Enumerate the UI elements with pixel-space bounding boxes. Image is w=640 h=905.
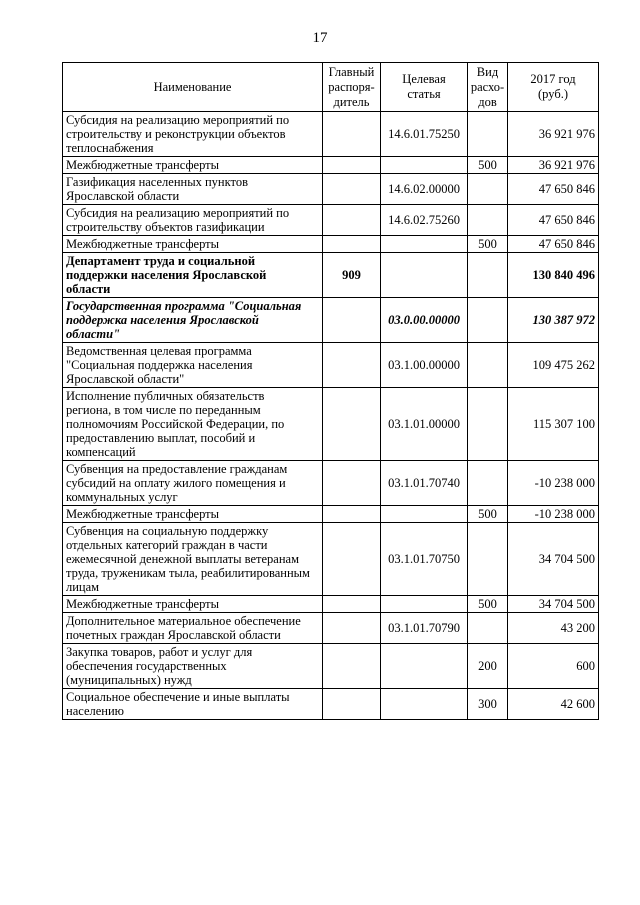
cell-code: 03.1.01.00000 [381, 388, 468, 461]
cell-type: 500 [468, 157, 508, 174]
cell-type [468, 613, 508, 644]
cell-admin [323, 157, 381, 174]
page-number: 17 [312, 30, 328, 46]
cell-type [468, 253, 508, 298]
cell-name [63, 174, 323, 205]
table-row [63, 298, 599, 343]
cell-name-line: труда, труженикам тыла, реабилитированным [66, 566, 310, 580]
header-sum-line: (руб.) [538, 87, 568, 101]
cell-sum: 130 840 496 [508, 253, 599, 298]
cell-name-line: Ярославской области [66, 189, 180, 203]
cell-name-line: области [66, 282, 111, 296]
cell-sum: -10 238 000 [508, 461, 599, 506]
cell-admin [323, 205, 381, 236]
cell-name-line: Межбюджетные трансферты [66, 507, 220, 521]
cell-sum: 36 921 976 [508, 157, 599, 174]
cell-admin [323, 174, 381, 205]
cell-name-line: коммунальных услуг [66, 490, 178, 504]
table-row [63, 253, 599, 298]
cell-admin [323, 298, 381, 343]
cell-name-line: строительству объектов газификации [66, 220, 265, 234]
cell-type [468, 388, 508, 461]
cell-admin [323, 236, 381, 253]
cell-name [63, 613, 323, 644]
budget-table [62, 62, 599, 720]
cell-code: 14.6.02.00000 [381, 174, 468, 205]
cell-name-line: Дополнительное материальное обеспечение [66, 614, 301, 628]
cell-admin [323, 506, 381, 523]
cell-code [381, 644, 468, 689]
header-admin-line: Главный [328, 64, 375, 79]
cell-name-line: Субвенция на предоставление гражданам [66, 462, 288, 476]
header-sum-line: 2017 год [530, 72, 576, 86]
cell-code: 03.1.01.70750 [381, 523, 468, 596]
cell-code: 14.6.02.75260 [381, 205, 468, 236]
cell-code [381, 689, 468, 720]
cell-type: 200 [468, 644, 508, 689]
header-type-line: расхо- [470, 79, 505, 94]
cell-name [63, 298, 323, 343]
cell-admin: 909 [323, 253, 381, 298]
cell-name-line: Исполнение публичных обязательств [66, 389, 265, 403]
cell-name-line: обеспечения государственных [66, 659, 227, 673]
header-type-line: Вид [476, 64, 499, 79]
cell-name [63, 689, 323, 720]
cell-name-line: поддержка населения Ярославской [66, 313, 259, 327]
cell-name-line: (муниципальных) нужд [66, 673, 192, 687]
cell-admin [323, 461, 381, 506]
table-row [63, 112, 599, 157]
cell-name-line: Газификация населенных пунктов [66, 175, 248, 189]
cell-name [63, 205, 323, 236]
cell-name-line: области" [66, 327, 121, 341]
cell-sum: 34 704 500 [508, 596, 599, 613]
cell-sum: 42 600 [508, 689, 599, 720]
cell-sum: 34 704 500 [508, 523, 599, 596]
header-code-line: Целевая [402, 72, 446, 86]
cell-sum: 36 921 976 [508, 112, 599, 157]
cell-name-line: Субвенция на социальную поддержку [66, 524, 269, 538]
cell-name [63, 343, 323, 388]
cell-name-line: предоставлению выплат, пособий и [66, 431, 256, 445]
table-row [63, 506, 599, 523]
cell-type [468, 343, 508, 388]
cell-name-line: компенсаций [66, 445, 136, 459]
cell-name-line: отдельных категорий граждан в части [66, 538, 268, 552]
header-type [468, 63, 508, 112]
cell-type: 300 [468, 689, 508, 720]
cell-code [381, 236, 468, 253]
cell-name [63, 596, 323, 613]
cell-name [63, 523, 323, 596]
cell-name-line: Ведомственная целевая программа [66, 344, 252, 358]
table-header-row [63, 63, 599, 112]
cell-name-line: Ярославской области" [66, 372, 185, 386]
cell-name-line: почетных граждан Ярославской области [66, 628, 281, 642]
table-row [63, 343, 599, 388]
cell-type: 500 [468, 506, 508, 523]
cell-name [63, 253, 323, 298]
cell-name-line: поддержки населения Ярославской [66, 268, 267, 282]
cell-admin [323, 523, 381, 596]
cell-admin [323, 112, 381, 157]
cell-name-line: Субсидия на реализацию мероприятий по [66, 206, 290, 220]
cell-admin [323, 689, 381, 720]
cell-name-line: Субсидия на реализацию мероприятий по [66, 113, 290, 127]
cell-name [63, 236, 323, 253]
cell-sum: 130 387 972 [508, 298, 599, 343]
cell-name-line: Межбюджетные трансферты [66, 237, 220, 251]
cell-code: 03.1.00.00000 [381, 343, 468, 388]
cell-code [381, 596, 468, 613]
table-row [63, 236, 599, 253]
cell-type [468, 205, 508, 236]
cell-name [63, 388, 323, 461]
cell-code [381, 253, 468, 298]
cell-admin [323, 613, 381, 644]
cell-name-line: Межбюджетные трансферты [66, 597, 220, 611]
cell-type [468, 112, 508, 157]
cell-name [63, 112, 323, 157]
cell-name [63, 461, 323, 506]
cell-code: 03.0.00.00000 [381, 298, 468, 343]
cell-sum: 109 475 262 [508, 343, 599, 388]
table-row [63, 174, 599, 205]
cell-name-line: Социальное обеспечение и иные выплаты [66, 690, 290, 704]
table-row [63, 157, 599, 174]
cell-name-line: Межбюджетные трансферты [66, 158, 220, 172]
cell-sum: 47 650 846 [508, 174, 599, 205]
header-type-line: дов [478, 94, 497, 109]
cell-type [468, 298, 508, 343]
table-row [63, 596, 599, 613]
cell-admin [323, 388, 381, 461]
cell-code [381, 157, 468, 174]
cell-name-line: полномочиям Российской Федерации, по [66, 417, 285, 431]
cell-type: 500 [468, 236, 508, 253]
cell-code: 03.1.01.70790 [381, 613, 468, 644]
cell-name-line: ежемесячной денежной выплаты ветеранам [66, 552, 299, 566]
table-body [63, 112, 599, 720]
cell-name-line: теплоснабжения [66, 141, 154, 155]
cell-type [468, 174, 508, 205]
cell-type [468, 523, 508, 596]
header-admin [323, 63, 381, 112]
cell-name [63, 506, 323, 523]
cell-sum: 43 200 [508, 613, 599, 644]
table-row [63, 388, 599, 461]
cell-code: 14.6.01.75250 [381, 112, 468, 157]
header-name: Наименование [63, 63, 323, 112]
cell-admin [323, 644, 381, 689]
cell-name [63, 644, 323, 689]
cell-name-line: строительству и реконструкции объектов [66, 127, 286, 141]
cell-name-line: "Социальная поддержка населения [66, 358, 253, 372]
header-code [381, 63, 468, 112]
cell-sum: 47 650 846 [508, 205, 599, 236]
cell-name-line: субсидий на оплату жилого помещения и [66, 476, 286, 490]
table-row [63, 461, 599, 506]
cell-type [468, 461, 508, 506]
cell-admin [323, 343, 381, 388]
table-row [63, 523, 599, 596]
header-sum [508, 63, 599, 112]
table-row [63, 205, 599, 236]
cell-code: 03.1.01.70740 [381, 461, 468, 506]
cell-type: 500 [468, 596, 508, 613]
table-row [63, 689, 599, 720]
header-code-line: статья [407, 87, 441, 101]
cell-name-line: региона, в том числе по переданным [66, 403, 261, 417]
cell-name-line: Департамент труда и социальной [66, 254, 256, 268]
cell-name-line: населению [66, 704, 124, 718]
cell-sum: 115 307 100 [508, 388, 599, 461]
table-row [63, 644, 599, 689]
cell-sum: 600 [508, 644, 599, 689]
cell-name-line: Государственная программа "Социальная [66, 299, 302, 313]
cell-name [63, 157, 323, 174]
cell-sum: 47 650 846 [508, 236, 599, 253]
cell-name-line: лицам [66, 580, 100, 594]
header-admin-line: распоря- [328, 79, 375, 94]
table-row [63, 613, 599, 644]
cell-name-line: Закупка товаров, работ и услуг для [66, 645, 253, 659]
cell-sum: -10 238 000 [508, 506, 599, 523]
header-admin-line: дитель [333, 94, 370, 109]
cell-code [381, 506, 468, 523]
cell-admin [323, 596, 381, 613]
